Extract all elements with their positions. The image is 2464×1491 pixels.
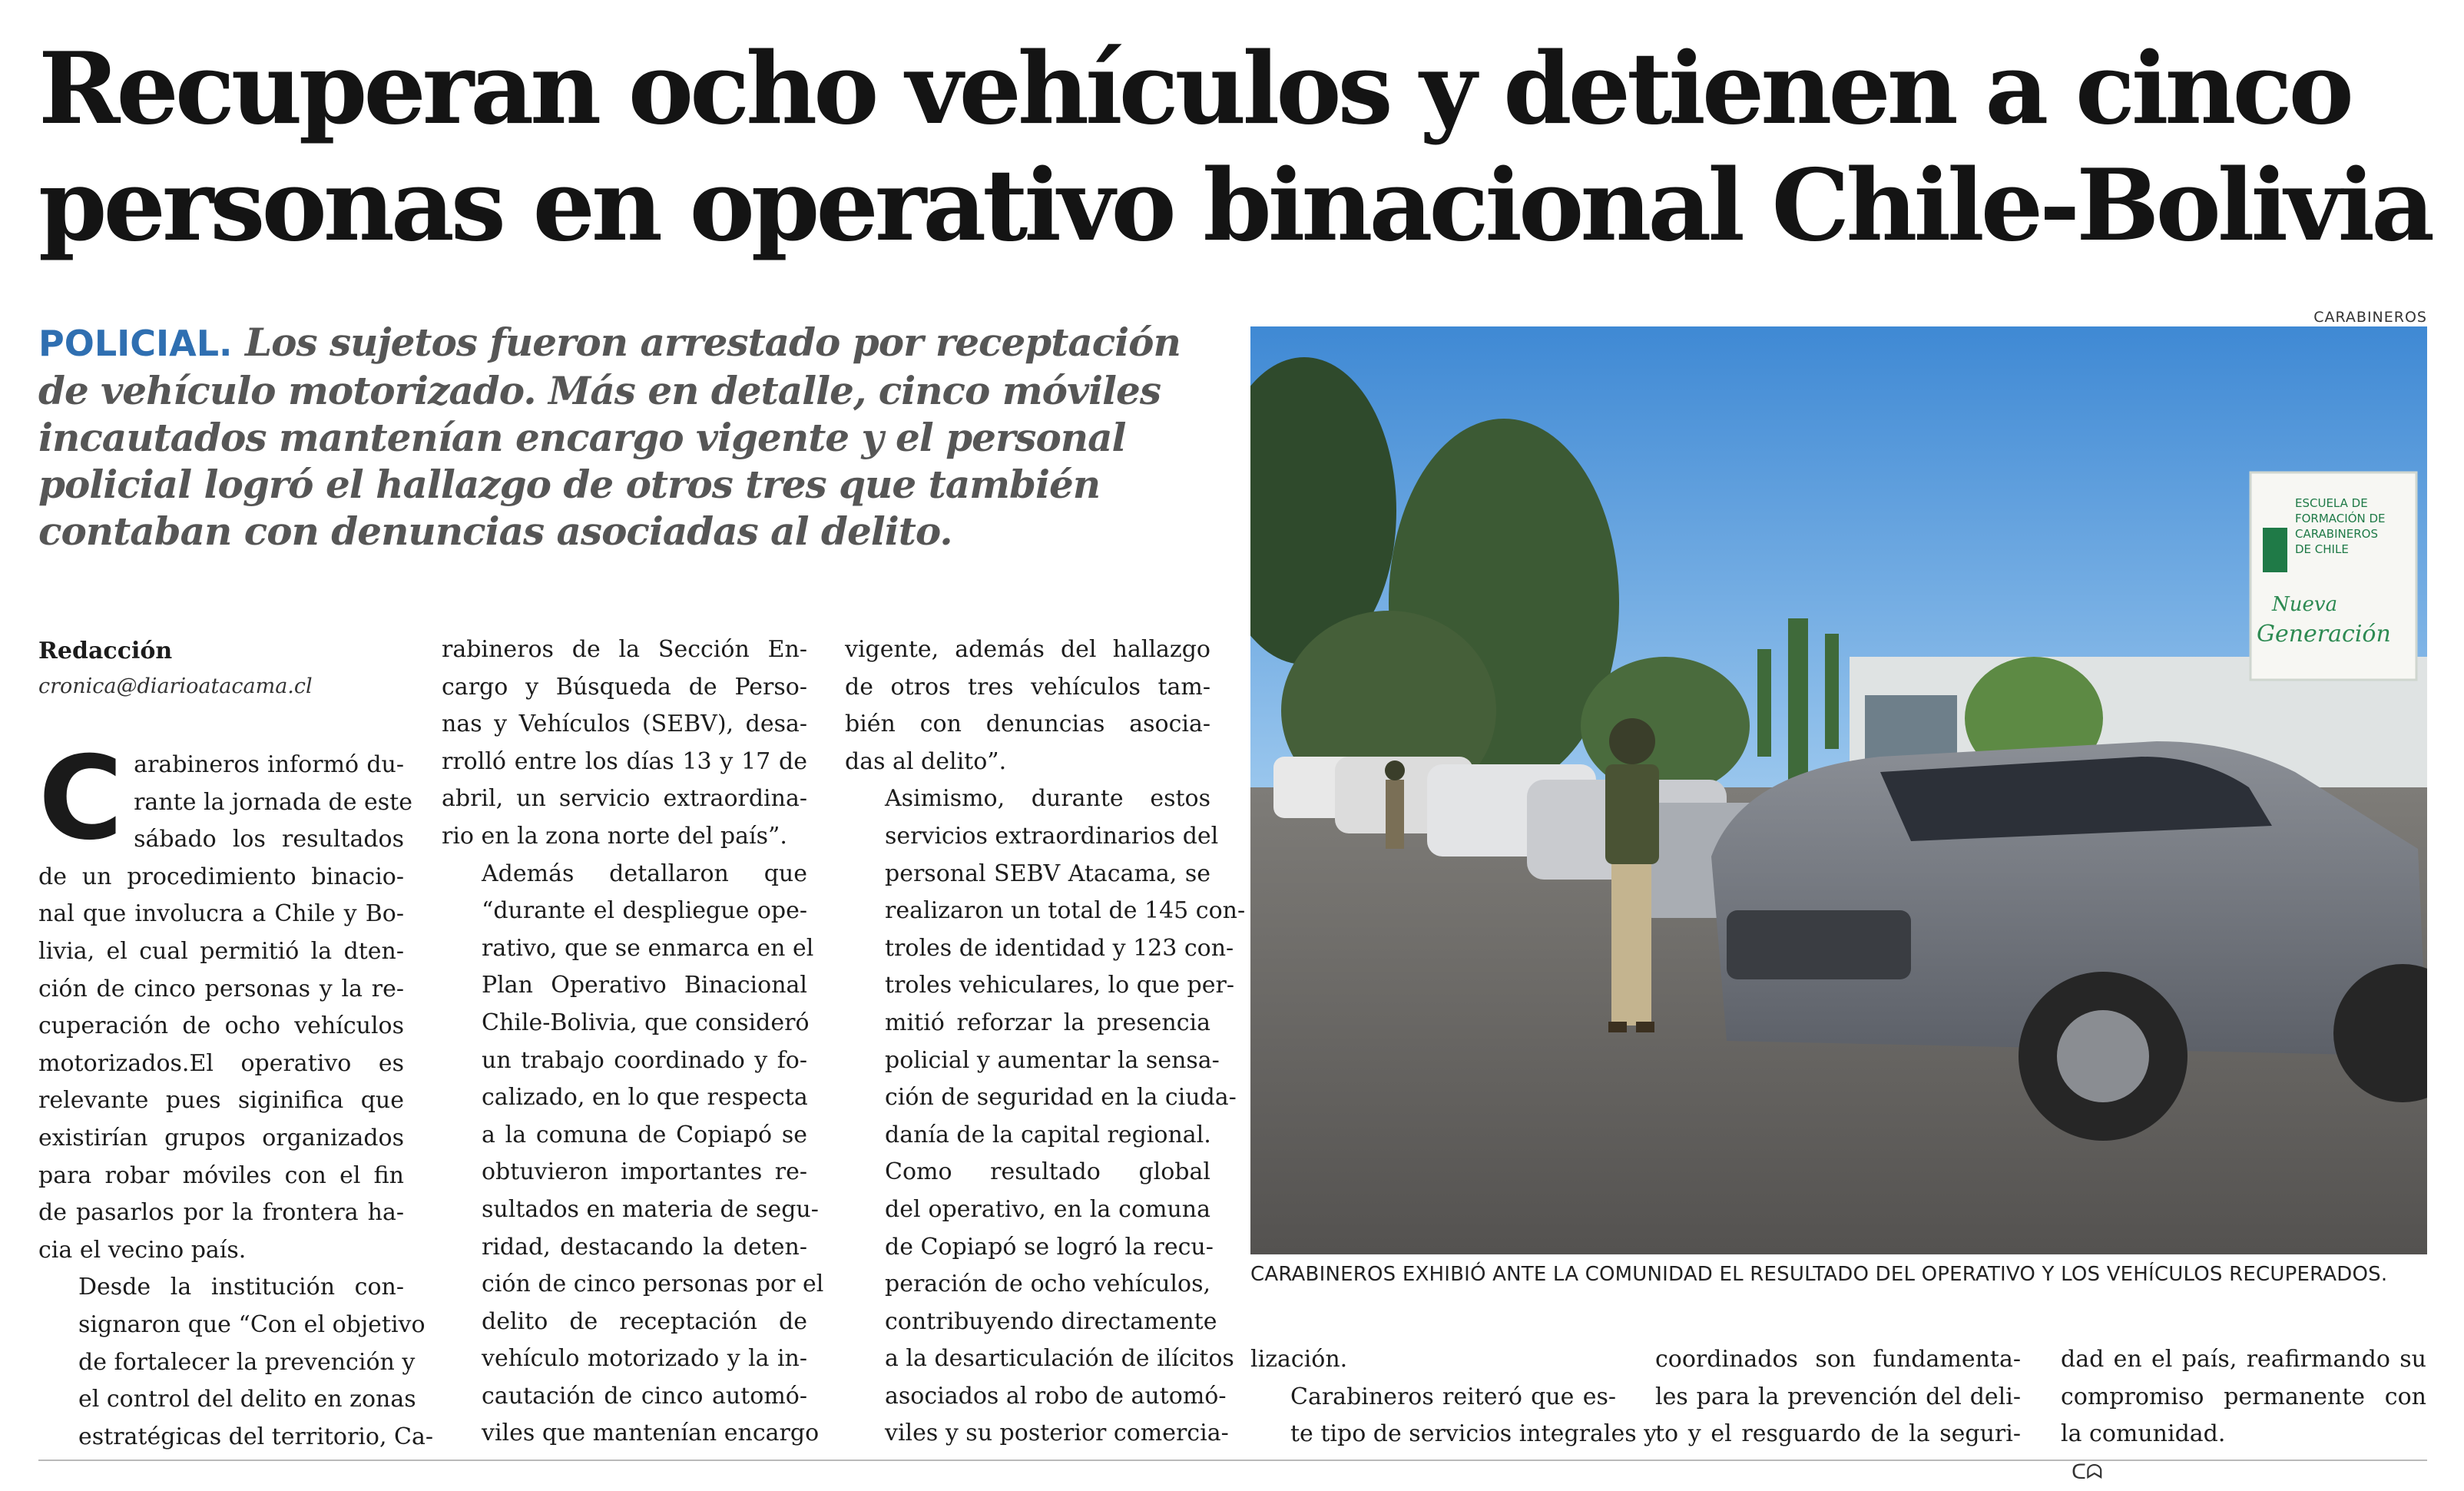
text-line: ridad, destacando la deten- — [482, 1233, 807, 1261]
text-line: el control del delito en zonas — [78, 1386, 416, 1413]
text-line: Desde la institución con- — [78, 1274, 404, 1301]
paragraph-lines — [442, 856, 824, 1453]
news-photo — [1250, 326, 2427, 1254]
bottom-rule — [38, 1460, 2427, 1461]
text-line: Además detallaron que — [482, 860, 807, 887]
body-column-2 — [442, 631, 824, 1453]
text-line: abril, un servicio extraordina- — [442, 785, 807, 813]
text-line: a la desarticulación de ilícitos — [885, 1345, 1234, 1373]
school-sign — [2250, 472, 2416, 680]
lead-paragraph — [38, 319, 1206, 555]
body-paragraph-3 — [442, 856, 824, 1453]
text-line: signaron que “Con el objetivo — [78, 1310, 426, 1338]
officer-figure — [1605, 718, 1659, 1032]
text-line: la comunidad. — [2061, 1420, 2226, 1448]
text-line: estratégicas del territorio, Ca- — [78, 1423, 433, 1450]
text-line: compromiso permanente con — [2061, 1383, 2426, 1410]
text-line: motorizados.El operativo es — [38, 1049, 404, 1077]
text-line: mitió reforzar la presencia — [885, 1009, 1210, 1036]
text-line: contribuyendo directamente — [885, 1307, 1217, 1335]
text-line: delito de receptación de — [482, 1307, 807, 1335]
text-line: un trabajo coordinado y fo- — [482, 1046, 807, 1074]
text-line: to y el resguardo de la seguri- — [1655, 1420, 2021, 1448]
body-column-1 — [38, 732, 433, 1456]
section-kicker: POLICIAL. — [38, 323, 233, 364]
body-paragraph-5-cont — [1250, 1341, 1616, 1379]
text-line: ción de cinco personas y la re- — [38, 975, 404, 1002]
text-line: lización. — [1250, 1346, 1348, 1373]
end-mark-icon: ᑕᗣ — [2072, 1460, 2103, 1484]
text-line: realizaron un total de 145 con- — [885, 897, 1246, 925]
text-line: Chile-Bolivia, que consideró — [482, 1009, 810, 1036]
text-line: cia el vecino país. — [38, 1236, 247, 1264]
text-line: rrolló entre los días 13 y 17 de — [442, 747, 807, 775]
text-line: Como resultado global — [885, 1158, 1210, 1186]
paragraph-lines — [2061, 1341, 2426, 1453]
text-line: coordinados son fundamenta- — [1655, 1346, 2021, 1373]
body-column-3 — [845, 631, 1246, 1453]
text-line: asociados al robo de automó- — [885, 1382, 1227, 1410]
text-line: servicios extraordinarios del — [885, 822, 1219, 850]
body-paragraph-1 — [38, 732, 412, 1269]
text-line: danía de la capital regional. — [885, 1121, 1211, 1148]
sign-text-3: CARABINEROS — [2295, 527, 2378, 541]
byline-author: Redacción — [38, 638, 173, 664]
sign-text-4: DE CHILE — [2295, 542, 2349, 556]
text-line: rante la jornada de este — [134, 788, 412, 816]
sign-script-1: Nueva — [2272, 593, 2338, 616]
body-paragraph-6 — [1250, 1379, 1658, 1453]
text-line: del operativo, en la comuna — [885, 1195, 1210, 1223]
body-paragraph-6-cont — [1655, 1341, 2021, 1453]
text-line: sultados en materia de segu- — [482, 1195, 819, 1223]
paragraph-lines — [1655, 1341, 2021, 1453]
paragraph-lines — [1250, 1341, 1616, 1379]
text-line: nal que involucra a Chile y Bo- — [38, 900, 404, 928]
text-line: de fortalecer la prevención y — [78, 1348, 416, 1376]
text-line: dad en el país, reafirmando su — [2061, 1346, 2426, 1373]
body-paragraph-2-cont — [442, 631, 807, 856]
headline-line-1: Recuperan ocho vehículos y detienen a cinco — [38, 31, 2350, 147]
text-line: cargo y Búsqueda de Perso- — [442, 673, 807, 701]
text-line: a la comuna de Copiapó se — [482, 1121, 807, 1148]
text-line: cautación de cinco automó- — [482, 1382, 807, 1410]
text-line: peración de ocho vehículos, — [885, 1271, 1210, 1298]
text-line: vehículo motorizado y la in- — [482, 1345, 807, 1373]
text-line: viles y su posterior comercia- — [885, 1420, 1229, 1447]
text-line: troles de identidad y 123 con- — [885, 934, 1234, 962]
sign-script-2: Generación — [2257, 621, 2391, 648]
paragraph-lines — [1250, 1379, 1658, 1453]
paragraph-lines — [38, 1269, 433, 1456]
text-line: personal SEBV Atacama, se — [885, 860, 1210, 887]
body-column-6 — [2061, 1341, 2426, 1491]
lead-text: Los sujetos fueron arrestado por receptación de vehículo motorizado. Más en detalle, cinco móviles incautados mantenían encargo vigente y el personal policial logró el hallazgo de otros tres que también contaban con denuncias asociadas al delito. — [38, 320, 1181, 554]
text-line: vigente, además del hallazgo — [845, 636, 1210, 663]
text-line: ción de seguridad en la ciuda- — [885, 1084, 1237, 1112]
text-line: te tipo de servicios integrales y — [1290, 1420, 1658, 1448]
paragraph-lines — [845, 1154, 1234, 1453]
text-line: de otros tres vehículos tam- — [845, 673, 1210, 701]
text-line: sábado los resultados — [134, 826, 404, 853]
text-line: troles vehiculares, lo que per- — [885, 972, 1234, 999]
body-paragraph-3-cont — [845, 631, 1210, 780]
paragraph-lines — [442, 631, 807, 856]
text-line: relevante pues siginifica que — [38, 1087, 404, 1115]
text-line: de Copiapó se logró la recu- — [885, 1233, 1214, 1261]
text-line: das al delito”. — [845, 747, 1007, 775]
text-line: Plan Operativo Binacional — [482, 972, 807, 999]
paragraph-lines — [845, 631, 1210, 780]
text-line: ción de cinco personas por el — [482, 1271, 824, 1298]
text-line: viles que mantenían encargo — [482, 1420, 820, 1447]
body-paragraph-6-end — [2061, 1341, 2426, 1491]
text-line: nas y Vehículos (SEBV), desa- — [442, 711, 807, 738]
body-column-4 — [1250, 1341, 1658, 1453]
photo-credit: CARABINEROS — [2313, 309, 2427, 326]
drop-cap: C — [38, 732, 124, 866]
text-line: de un procedimiento binacio- — [38, 863, 404, 890]
text-line: Asimismo, durante estos — [885, 785, 1210, 813]
text-line: rio en la zona norte del país”. — [442, 822, 787, 850]
text-line: de pasarlos por la frontera ha- — [38, 1199, 404, 1227]
text-line: existirían grupos organizados — [38, 1124, 404, 1151]
text-line: rativo, que se enmarca en el — [482, 934, 814, 962]
officer-figure-2 — [1385, 760, 1405, 849]
text-line: “durante el despliegue ope- — [482, 897, 807, 925]
text-line: bién con denuncias asocia- — [845, 711, 1210, 738]
text-line: livia, el cual permitió la dten- — [38, 937, 404, 965]
text-line: arabineros informó du- — [134, 751, 404, 778]
sign-text-1: ESCUELA DE — [2295, 496, 2368, 510]
headline-line-2: personas en operativo binacional Chile-Bolivia — [38, 148, 2431, 263]
photo-caption: CARABINEROS EXHIBIÓ ANTE LA COMUNIDAD EL RESULTADO DEL OPERATIVO Y LOS VEHÍCULOS RECUPERADOS. — [1250, 1263, 2388, 1286]
headline — [38, 31, 2435, 264]
byline-email: cronica@diarioatacama.cl — [38, 674, 313, 698]
sign-text-2: FORMACIÓN DE — [2295, 512, 2386, 525]
text-line: les para la prevención del deli- — [1655, 1383, 2021, 1410]
text-line: para robar móviles con el fin — [38, 1161, 404, 1189]
text-line: Carabineros reiteró que es- — [1290, 1383, 1616, 1410]
body-paragraph-5 — [845, 1154, 1234, 1453]
body-column-5 — [1655, 1341, 2021, 1453]
body-paragraph-2 — [38, 1269, 433, 1456]
paragraph-lines — [845, 780, 1246, 1154]
body-paragraph-4 — [845, 780, 1246, 1154]
text-line: rabineros de la Sección En- — [442, 636, 807, 663]
text-line: cuperación de ocho vehículos — [38, 1012, 404, 1040]
text-line: obtuvieron importantes re- — [482, 1158, 807, 1186]
text-line: policial y aumentar la sensa- — [885, 1046, 1220, 1074]
text-line: calizado, en lo que respecta — [482, 1084, 808, 1112]
